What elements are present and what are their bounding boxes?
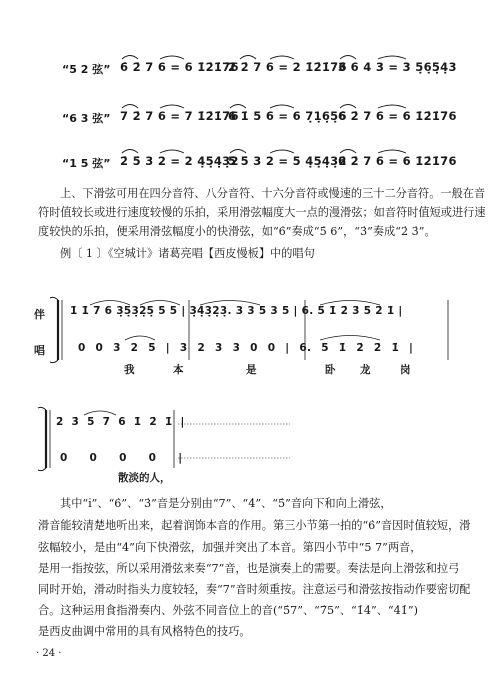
table-cell: 3̇ 6 4 3 = 3 5̣6̣5̣4̣3	[338, 60, 457, 74]
table-cell: 2̇ 5̇ 3 2 = 2 4̣5̣4̣3̣2	[120, 154, 239, 168]
lyric: 是	[246, 364, 257, 376]
table-row-label: “1 5 弦”	[62, 157, 111, 170]
text-line: 度较快的乐拍，便采用滑弦幅度小的快滑弦，如“6̇”奏成“5̇ 6”，“3̇”奏成“2̇ 3̇”。	[38, 225, 436, 238]
table-cell: 6̇ 2̇ 7 6 = 6 1̇2̇1̇7̇6	[338, 109, 457, 123]
table-cell: 7 2̇ 7 6 = 7 1̇2̇1̇7̇6	[120, 109, 239, 123]
lyric: 卧	[325, 364, 336, 376]
part-label-bottom: 唱	[34, 344, 45, 357]
text-line: 其中“i̇”、“6̇”、“3̇”音是分别由“7”、“4̇”、“5̇”音向下和向上滑弦，	[60, 497, 392, 510]
text-line: 是西皮曲调中常用的具有风格特色的技巧。	[38, 625, 251, 638]
text-line: 弦幅较小，是由“4̇”向下快滑弦，加强并突出了本音。第四小节中“5 7”两音，	[38, 541, 422, 554]
table-cell: 6̇ 2̇ 7 6 = 6 1̇2̇1̇7̇6	[338, 154, 457, 168]
table-cell: 2̇ 2̇ 7 6 = 2 1̇2̇1̇7̇6	[228, 60, 347, 74]
text-line: 是用一指按弦，所以采用滑弦来奏“7”音，也是演奏上的需要。奏法是向上滑弦和拉弓	[38, 562, 460, 575]
table-row-label: “6 3 弦”	[62, 112, 111, 125]
score-line-top: 1̇ 1̇ 7 6 3̣5̣3̣2̣5̣ 5 5 | 3̣4̣3̣2̣3̣. 3 3 5 3 5 | 6. 5̇ 1̇ 2̇ 3̇ 5̇ 2̇ 1̇ |	[70, 305, 403, 317]
score-line-top: 2̇ 3̇ 5 7 6 1̇ 2̇ 1̇ |	[56, 416, 185, 428]
lyric: 岗	[400, 364, 411, 376]
lyric: 我	[124, 364, 135, 376]
text-line: 同时开始，滑动时指头力度较轻，奏“7”音时须重按。注意运弓和滑弦按指动作要密切配	[38, 583, 471, 596]
table-cell: 5̇ 5̇ 3 2 = 5 4̣5̣4̣3̣2	[228, 154, 347, 168]
part-label-top: 伴	[34, 308, 45, 321]
text-line: 上、下滑弦可用在四分音符、八分音符、十六分音符或慢速的三十二分音符。一般在音	[60, 187, 486, 200]
table-cell: 6̇ 2̇ 7 6 = 6 1̇2̇1̇7̇6	[120, 60, 239, 74]
text-line: 滑音能较清楚地听出来，起着润饰本音的作用。第三小节第一拍的“6̇”音因时值较短，滑	[38, 519, 471, 532]
text-line: 合。这种运用食指滑奏内、外弦不同音位上的音(“5̇7”、“7̇5”、“1̇4̇”、“4̇1̇”)	[38, 604, 418, 617]
lyric: 散淡的人，	[118, 472, 171, 484]
table-cell: 6̇ 1̇ 5 6 = 6 7̣1̣6̣5̣6	[228, 109, 347, 123]
lyric: 龙	[360, 364, 371, 376]
lyric: 本	[173, 364, 184, 376]
example-title: 例〔 1 〕《空城计》诸葛亮唱【西皮慢板】中的唱句	[60, 247, 315, 260]
table-row-label: “5 2 弦”	[62, 63, 111, 76]
page-number: · 24 ·	[36, 648, 62, 659]
score-line-bottom: 0 0 3 2 5 | 3 2 3 3 0 0 | 6. 5̇ 1̇ 2̇ 2̇ 1̇ |	[78, 342, 414, 354]
text-line: 符时值较长或进行速度较慢的乐拍，采用滑弦幅度大一点的漫滑弦；如音符时值短或进行速	[38, 206, 486, 219]
score-line-bottom: 0 0 0 0 |	[60, 452, 183, 464]
